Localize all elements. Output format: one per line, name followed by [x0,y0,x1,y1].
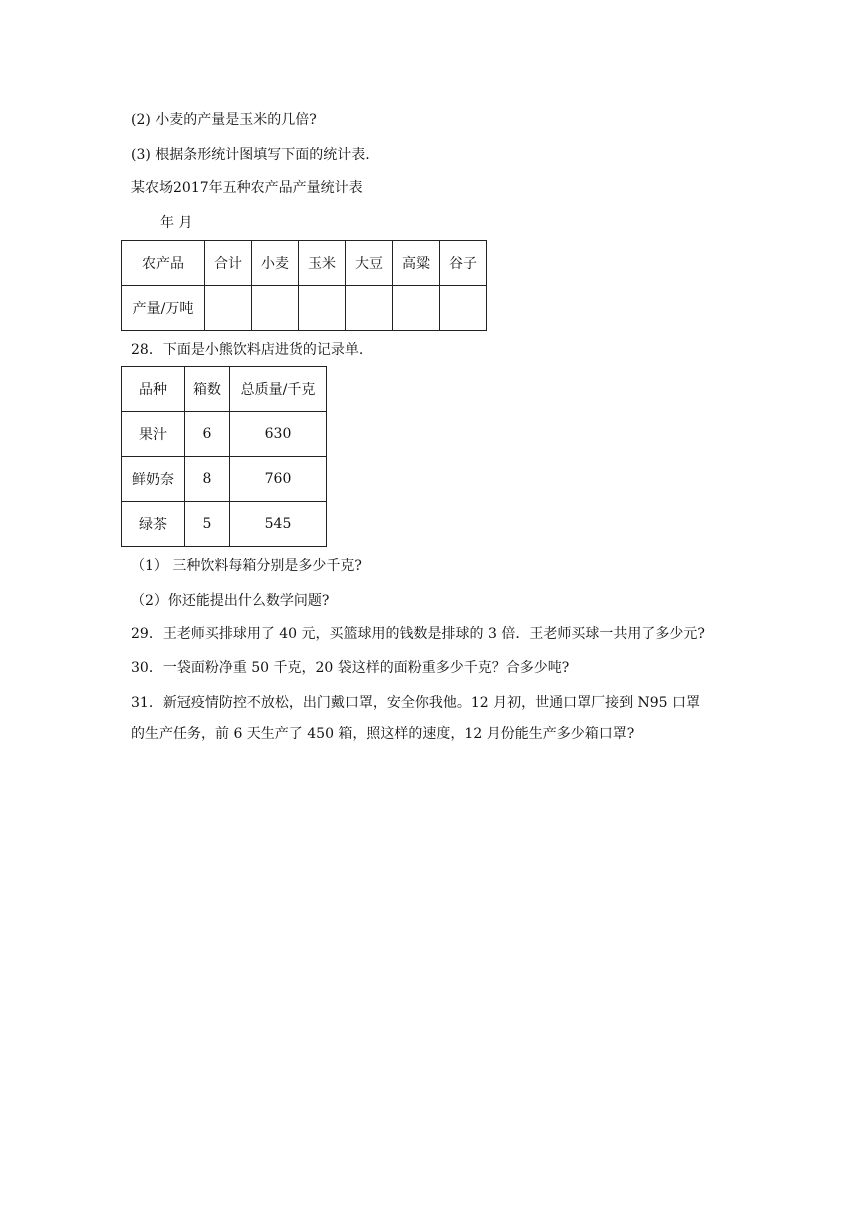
question-29: 29．王老师买排球用了 40 元，买篮球用的钱数是排球的 3 倍．王老师买球一共用了多少元? [131,626,705,642]
answer-cell[interactable] [205,286,252,331]
table-cell: 果汁 [122,412,185,457]
table-header-cell: 箱数 [185,367,230,412]
purchase-record-table [121,366,327,547]
table-cell: 鲜奶奈 [122,457,185,502]
question-30: 30．一袋面粉净重 50 千克，20 袋这样的面粉重多少千克？合多少吨? [131,660,570,676]
table-row [122,286,487,331]
answer-cell[interactable] [440,286,487,331]
table-row [122,241,487,286]
table-header-cell: 高粱 [393,241,440,286]
question-31-line-2: 的生产任务，前 6 天生产了 450 箱，照这样的速度，12 月份能生产多少箱口罩? [131,726,635,742]
date-line: 年 月 [160,215,193,231]
table-header-cell: 玉米 [299,241,346,286]
answer-cell[interactable] [346,286,393,331]
question-2: (2) 小麦的产量是玉米的几倍? [131,112,317,128]
question-28-sub-2: （2）你还能提出什么数学问题? [131,593,330,609]
table-cell: 6 [185,412,230,457]
answer-cell[interactable] [252,286,299,331]
answer-cell[interactable] [393,286,440,331]
table-row [122,412,327,457]
table-header-cell: 小麦 [252,241,299,286]
table-header-cell: 合计 [205,241,252,286]
table-row [122,367,327,412]
table-title: 某农场2017年五种农产品产量统计表 [131,180,363,196]
question-28-title: 28．下面是小熊饮料店进货的记录单. [131,342,364,358]
table-header-cell: 总质量/千克 [230,367,327,412]
table-cell: 630 [230,412,327,457]
table-row [122,502,327,547]
table-row [122,457,327,502]
question-3: (3) 根据条形统计图填写下面的统计表. [131,147,370,163]
table-cell: 5 [185,502,230,547]
table-row-label: 产量/万吨 [122,286,205,331]
production-stat-table [121,240,487,331]
question-31-line-1: 31．新冠疫情防控不放松，出门戴口罩，安全你我他。12 月初，世通口罩厂接到 N95 口罩 [131,695,701,711]
table-header-cell: 大豆 [346,241,393,286]
table-cell: 545 [230,502,327,547]
answer-cell[interactable] [299,286,346,331]
table-cell: 8 [185,457,230,502]
table-header-cell: 农产品 [122,241,205,286]
table-cell: 760 [230,457,327,502]
question-28-sub-1: （1） 三种饮料每箱分别是多少千克? [131,558,362,574]
table-header-cell: 品种 [122,367,185,412]
table-header-cell: 谷子 [440,241,487,286]
table-cell: 绿茶 [122,502,185,547]
